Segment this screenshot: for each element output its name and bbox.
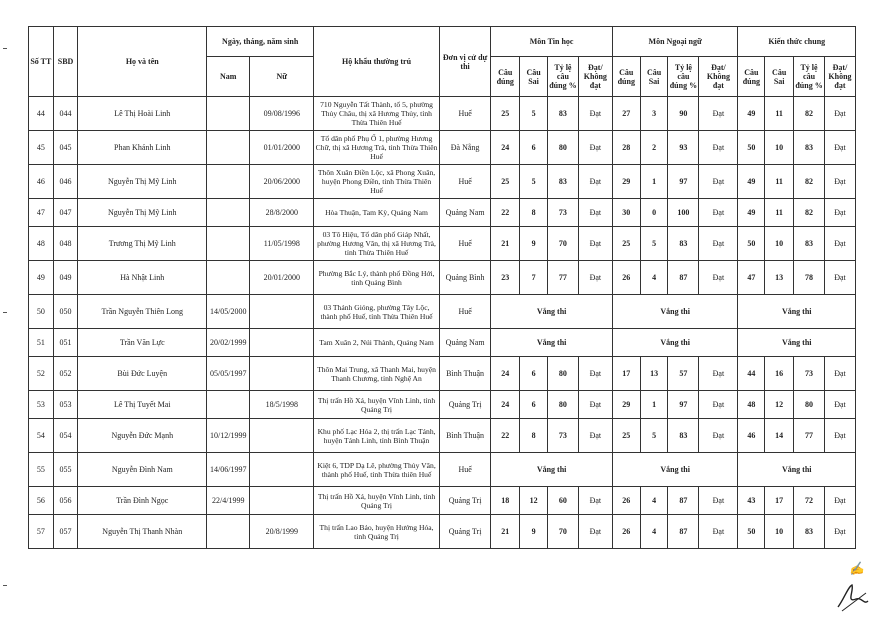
col-fl-wrong: Câu Sai [640,57,668,97]
address-cell: Kiệt 6, TDP Dạ Lê, phường Thủy Vân, thành phố Huế, tỉnh Thừa thiên Huế [314,453,440,487]
it-wrong-cell: 6 [520,131,548,165]
name-cell: Trần Đình Ngọc [78,487,207,515]
gk-correct-cell: 43 [738,487,765,515]
sbd-cell: 054 [53,419,78,453]
gk-pass-cell: Đạt [824,391,855,419]
col-gk-ratio: Tỷ lệ câu đúng % [794,57,825,97]
table-row [29,165,856,199]
col-it-wrong: Câu Sai [520,57,548,97]
it-correct-cell: 24 [491,131,520,165]
gk-ratio-cell: 78 [794,261,825,295]
it-correct-cell: 25 [491,165,520,199]
it-pass-cell: Đạt [578,357,612,391]
gk-wrong-cell: 14 [765,419,794,453]
dob-female-cell: 20/01/2000 [250,261,314,295]
unit-cell: Bình Thuận [439,419,490,453]
col-gk-correct: Câu đúng [738,57,765,97]
it-ratio-cell: 83 [547,165,578,199]
gk-ratio-cell: 82 [794,165,825,199]
fl-ratio-cell: 97 [668,391,699,419]
gk-wrong-cell: 11 [765,97,794,131]
it-pass-cell: Đạt [578,131,612,165]
gk-correct-cell: 48 [738,391,765,419]
dob-female-cell [250,419,314,453]
dob-female-cell: 18/5/1998 [250,391,314,419]
gk-ratio-cell: 83 [794,131,825,165]
stt-cell: 50 [29,295,54,329]
dob-male-cell: 10/12/1999 [207,419,250,453]
gk-wrong-cell: 16 [765,357,794,391]
unit-cell: Quảng Nam [439,199,490,227]
fl-pass-cell: Đạt [699,131,738,165]
sbd-cell: 056 [53,487,78,515]
dob-male-cell [207,391,250,419]
sbd-cell: 048 [53,227,78,261]
sbd-cell: 051 [53,329,78,357]
dob-female-cell: 28/8/2000 [250,199,314,227]
stt-cell: 54 [29,419,54,453]
fl-wrong-cell: 4 [640,487,668,515]
dob-female-cell: 20/06/2000 [250,165,314,199]
it-ratio-cell: 60 [547,487,578,515]
col-male: Nam [207,57,250,97]
it-correct-cell: 25 [491,97,520,131]
it-wrong-cell: 8 [520,419,548,453]
gk-absent-cell: Vắng thi [738,295,856,329]
fl-ratio-cell: 87 [668,261,699,295]
fl-ratio-cell: 93 [668,131,699,165]
gk-correct-cell: 46 [738,419,765,453]
gk-pass-cell: Đạt [824,261,855,295]
table-row [29,199,856,227]
gk-pass-cell: Đạt [824,487,855,515]
it-wrong-cell: 6 [520,391,548,419]
fl-pass-cell: Đạt [699,357,738,391]
gk-ratio-cell: 83 [794,227,825,261]
col-female: Nữ [250,57,314,97]
stt-cell: 45 [29,131,54,165]
table-row [29,131,856,165]
it-wrong-cell: 7 [520,261,548,295]
fl-wrong-cell: 2 [640,131,668,165]
address-cell: Tam Xuân 2, Núi Thành, Quảng Nam [314,329,440,357]
sbd-cell: 044 [53,97,78,131]
it-wrong-cell: 8 [520,199,548,227]
fl-ratio-cell: 83 [668,419,699,453]
name-cell: Trần Nguyễn Thiên Long [78,295,207,329]
gk-wrong-cell: 10 [765,131,794,165]
it-ratio-cell: 77 [547,261,578,295]
gk-pass-cell: Đạt [824,419,855,453]
fl-wrong-cell: 0 [640,199,668,227]
fl-ratio-cell: 97 [668,165,699,199]
it-pass-cell: Đạt [578,261,612,295]
gk-ratio-cell: 83 [794,515,825,549]
col-fl-ratio: Tỷ lệ câu đúng % [668,57,699,97]
fl-ratio-cell: 57 [668,357,699,391]
gk-pass-cell: Đạt [824,199,855,227]
table-row [29,329,856,357]
it-pass-cell: Đạt [578,515,612,549]
fl-wrong-cell: 4 [640,515,668,549]
name-cell: Nguyễn Đức Mạnh [78,419,207,453]
it-ratio-cell: 83 [547,97,578,131]
col-stt: Số TT [29,27,54,97]
gk-ratio-cell: 82 [794,97,825,131]
name-cell: Nguyễn Thị Mỹ Linh [78,199,207,227]
col-sbd: SBD [53,27,78,97]
table-row [29,97,856,131]
col-gk-wrong: Câu Sai [765,57,794,97]
gk-wrong-cell: 11 [765,199,794,227]
punch-mark-top [3,48,7,49]
col-it-pass: Đạt/ Không đạt [578,57,612,97]
results-table [28,26,856,549]
stt-cell: 47 [29,199,54,227]
col-dob: Ngày, tháng, năm sinh [207,27,314,57]
stt-cell: 52 [29,357,54,391]
it-pass-cell: Đạt [578,391,612,419]
fl-pass-cell: Đạt [699,97,738,131]
sbd-cell: 057 [53,515,78,549]
it-correct-cell: 22 [491,419,520,453]
address-cell: Khu phố Lạc Hóa 2, thị trấn Lạc Tánh, huyện Tánh Linh, tỉnh Bình Thuận [314,419,440,453]
gk-ratio-cell: 72 [794,487,825,515]
fl-correct-cell: 25 [612,419,640,453]
it-pass-cell: Đạt [578,487,612,515]
unit-cell: Huế [439,295,490,329]
it-ratio-cell: 80 [547,391,578,419]
it-correct-cell: 22 [491,199,520,227]
fl-ratio-cell: 83 [668,227,699,261]
gk-ratio-cell: 77 [794,419,825,453]
stt-cell: 51 [29,329,54,357]
dob-male-cell: 05/05/1997 [207,357,250,391]
it-correct-cell: 23 [491,261,520,295]
gk-correct-cell: 49 [738,97,765,131]
it-absent-cell: Vắng thi [491,329,613,357]
sbd-cell: 052 [53,357,78,391]
unit-cell: Huế [439,165,490,199]
fl-pass-cell: Đạt [699,515,738,549]
fl-ratio-cell: 90 [668,97,699,131]
table-header [29,27,856,97]
name-cell: Nguyễn Đình Nam [78,453,207,487]
col-gk-pass: Đạt/ Không đạt [824,57,855,97]
name-cell: Trương Thị Mỹ Linh [78,227,207,261]
fl-wrong-cell: 5 [640,227,668,261]
it-wrong-cell: 5 [520,97,548,131]
dob-male-cell [207,165,250,199]
it-correct-cell: 21 [491,515,520,549]
table-row [29,261,856,295]
gk-ratio-cell: 80 [794,391,825,419]
address-cell: Thị trấn Lao Bảo, huyện Hướng Hóa, tỉnh Quảng Trị [314,515,440,549]
it-ratio-cell: 73 [547,199,578,227]
gk-absent-cell: Vắng thi [738,329,856,357]
fl-correct-cell: 26 [612,487,640,515]
fl-correct-cell: 26 [612,515,640,549]
dob-female-cell: 09/08/1996 [250,97,314,131]
dob-male-cell [207,131,250,165]
dob-female-cell: 11/05/1998 [250,227,314,261]
dob-male-cell: 14/05/2000 [207,295,250,329]
fl-absent-cell: Vắng thi [612,329,738,357]
col-fl-pass: Đạt/ Không đạt [699,57,738,97]
name-cell: Trần Văn Lực [78,329,207,357]
sbd-cell: 049 [53,261,78,295]
sbd-cell: 047 [53,199,78,227]
unit-cell: Huế [439,97,490,131]
it-pass-cell: Đạt [578,227,612,261]
gk-absent-cell: Vắng thi [738,453,856,487]
fl-correct-cell: 26 [612,261,640,295]
it-pass-cell: Đạt [578,165,612,199]
fl-pass-cell: Đạt [699,165,738,199]
handwritten-note-icon: ✍ [847,560,866,578]
fl-pass-cell: Đạt [699,419,738,453]
unit-cell: Huế [439,453,490,487]
fl-pass-cell: Đạt [699,261,738,295]
it-correct-cell: 18 [491,487,520,515]
it-correct-cell: 24 [491,357,520,391]
name-cell: Nguyễn Thị Thanh Nhàn [78,515,207,549]
fl-ratio-cell: 100 [668,199,699,227]
dob-male-cell [207,515,250,549]
col-group-gk: Kiến thức chung [738,27,856,57]
dob-male-cell [207,227,250,261]
dob-female-cell [250,357,314,391]
fl-pass-cell: Đạt [699,487,738,515]
fl-pass-cell: Đạt [699,227,738,261]
fl-correct-cell: 29 [612,391,640,419]
table-row [29,419,856,453]
dob-female-cell: 01/01/2000 [250,131,314,165]
col-group-it: Môn Tin học [491,27,613,57]
address-cell: Tổ dân phố Phụ Ổ 1, phường Hương Chữ, thị xã Hương Trà, tỉnh Thừa Thiên Huế [314,131,440,165]
col-residence: Hộ khẩu thường trú [314,27,440,97]
fl-wrong-cell: 3 [640,97,668,131]
col-name: Họ và tên [78,27,207,97]
dob-male-cell [207,97,250,131]
fl-wrong-cell: 1 [640,391,668,419]
unit-cell: Đà Nẵng [439,131,490,165]
unit-cell: Quảng Bình [439,261,490,295]
address-cell: Thôn Mai Trung, xã Thanh Mai, huyện Thanh Chương, tỉnh Nghệ An [314,357,440,391]
gk-correct-cell: 50 [738,515,765,549]
dob-female-cell: 20/8/1999 [250,515,314,549]
it-wrong-cell: 5 [520,165,548,199]
fl-absent-cell: Vắng thi [612,453,738,487]
unit-cell: Quảng Trị [439,487,490,515]
gk-wrong-cell: 12 [765,391,794,419]
it-absent-cell: Vắng thi [491,295,613,329]
address-cell: 03 Tô Hiệu, Tổ dân phố Giáp Nhất, phường Hương Văn, thị xã Hương Trà, tỉnh Thừa Thiên Huế [314,227,440,261]
table-row [29,227,856,261]
fl-pass-cell: Đạt [699,391,738,419]
signature-icon [832,577,872,617]
it-ratio-cell: 73 [547,419,578,453]
gk-wrong-cell: 10 [765,227,794,261]
col-fl-correct: Câu đúng [612,57,640,97]
stt-cell: 48 [29,227,54,261]
unit-cell: Huế [439,227,490,261]
fl-correct-cell: 29 [612,165,640,199]
it-wrong-cell: 9 [520,227,548,261]
table-row [29,295,856,329]
dob-male-cell: 22/4/1999 [207,487,250,515]
address-cell: Thị trấn Hồ Xá, huyện Vĩnh Linh, tỉnh Quảng Trị [314,487,440,515]
stt-cell: 49 [29,261,54,295]
table-body [29,97,856,549]
it-pass-cell: Đạt [578,419,612,453]
address-cell: 710 Nguyễn Tất Thành, tổ 5, phường Thủy Châu, thị xã Hương Thủy, tỉnh Thừa Thiên Huế [314,97,440,131]
table-row [29,453,856,487]
gk-wrong-cell: 11 [765,165,794,199]
it-correct-cell: 21 [491,227,520,261]
unit-cell: Bình Thuận [439,357,490,391]
gk-correct-cell: 50 [738,131,765,165]
gk-wrong-cell: 17 [765,487,794,515]
address-cell: Thị trấn Hồ Xá, huyện Vĩnh Linh, tỉnh Quảng Trị [314,391,440,419]
stt-cell: 56 [29,487,54,515]
fl-wrong-cell: 13 [640,357,668,391]
it-ratio-cell: 80 [547,131,578,165]
gk-pass-cell: Đạt [824,97,855,131]
unit-cell: Quảng Trị [439,391,490,419]
dob-female-cell [250,453,314,487]
dob-male-cell [207,199,250,227]
col-it-correct: Câu đúng [491,57,520,97]
table-row [29,515,856,549]
gk-correct-cell: 49 [738,199,765,227]
dob-female-cell [250,295,314,329]
fl-absent-cell: Vắng thi [612,295,738,329]
punch-mark-middle [3,312,7,313]
col-it-ratio: Tỷ lệ câu đúng % [547,57,578,97]
dob-male-cell [207,261,250,295]
name-cell: Lê Thị Tuyết Mai [78,391,207,419]
dob-female-cell [250,487,314,515]
fl-wrong-cell: 5 [640,419,668,453]
gk-correct-cell: 47 [738,261,765,295]
address-cell: Phường Bắc Lý, thành phố Đồng Hới, tỉnh Quảng Bình [314,261,440,295]
gk-pass-cell: Đạt [824,227,855,261]
stt-cell: 57 [29,515,54,549]
it-ratio-cell: 80 [547,357,578,391]
sbd-cell: 045 [53,131,78,165]
sbd-cell: 055 [53,453,78,487]
fl-ratio-cell: 87 [668,515,699,549]
it-pass-cell: Đạt [578,97,612,131]
gk-correct-cell: 44 [738,357,765,391]
name-cell: Nguyễn Thị Mỹ Linh [78,165,207,199]
address-cell: Thôn Xuân Điền Lộc, xã Phong Xuân, huyện Phong Điền, tỉnh Thừa Thiên Huế [314,165,440,199]
gk-pass-cell: Đạt [824,515,855,549]
stt-cell: 53 [29,391,54,419]
address-cell: 03 Thánh Gióng, phường Tây Lộc, thành phố Huế, tỉnh Thừa Thiên Huế [314,295,440,329]
it-wrong-cell: 6 [520,357,548,391]
stt-cell: 55 [29,453,54,487]
fl-correct-cell: 25 [612,227,640,261]
fl-correct-cell: 27 [612,97,640,131]
gk-correct-cell: 50 [738,227,765,261]
fl-correct-cell: 30 [612,199,640,227]
fl-correct-cell: 17 [612,357,640,391]
gk-pass-cell: Đạt [824,165,855,199]
gk-wrong-cell: 10 [765,515,794,549]
name-cell: Lê Thị Hoài Linh [78,97,207,131]
dob-male-cell: 14/06/1997 [207,453,250,487]
it-ratio-cell: 70 [547,227,578,261]
name-cell: Hà Nhật Linh [78,261,207,295]
name-cell: Phan Khánh Linh [78,131,207,165]
it-absent-cell: Vắng thi [491,453,613,487]
unit-cell: Quảng Trị [439,515,490,549]
table-row [29,391,856,419]
gk-pass-cell: Đạt [824,131,855,165]
table-row [29,487,856,515]
stt-cell: 46 [29,165,54,199]
col-unit: Đơn vị cử dự thi [439,27,490,97]
fl-wrong-cell: 4 [640,261,668,295]
it-wrong-cell: 12 [520,487,548,515]
sbd-cell: 046 [53,165,78,199]
dob-male-cell: 20/02/1999 [207,329,250,357]
dob-female-cell [250,329,314,357]
gk-pass-cell: Đạt [824,357,855,391]
unit-cell: Quảng Nam [439,329,490,357]
address-cell: Hòa Thuận, Tam Kỳ, Quảng Nam [314,199,440,227]
fl-ratio-cell: 87 [668,487,699,515]
it-correct-cell: 24 [491,391,520,419]
gk-correct-cell: 49 [738,165,765,199]
fl-correct-cell: 28 [612,131,640,165]
stt-cell: 44 [29,97,54,131]
sbd-cell: 050 [53,295,78,329]
it-pass-cell: Đạt [578,199,612,227]
it-ratio-cell: 70 [547,515,578,549]
gk-ratio-cell: 82 [794,199,825,227]
col-group-fl: Môn Ngoại ngữ [612,27,738,57]
name-cell: Bùi Đức Luyện [78,357,207,391]
it-wrong-cell: 9 [520,515,548,549]
fl-pass-cell: Đạt [699,199,738,227]
fl-wrong-cell: 1 [640,165,668,199]
sbd-cell: 053 [53,391,78,419]
gk-ratio-cell: 73 [794,357,825,391]
gk-wrong-cell: 13 [765,261,794,295]
punch-mark-bottom [3,585,7,586]
table-row [29,357,856,391]
